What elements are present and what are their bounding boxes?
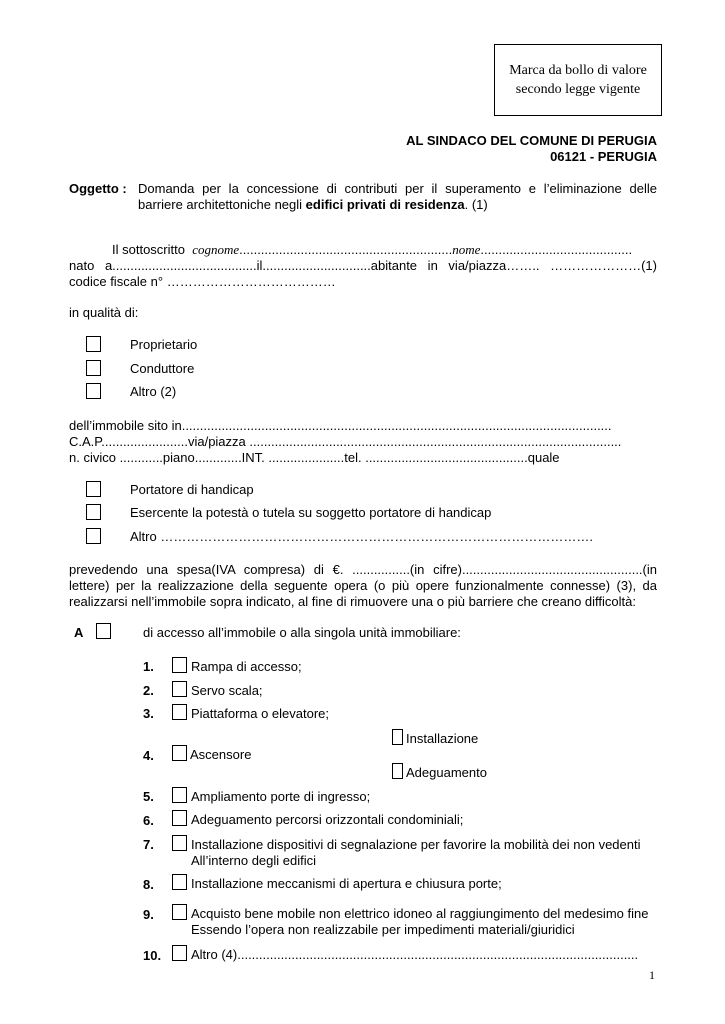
- checkbox-item-3[interactable]: [172, 704, 187, 720]
- checkbox-item-8[interactable]: [172, 874, 187, 890]
- item-9-text-2: Essendo l’opera non realizzabile per impedimenti materiali/giuridici: [191, 922, 575, 937]
- expense-line-2: lettere) per la realizzazione della seguente opera (o più opere funzionalmente connesse) (3), da: [69, 578, 657, 593]
- applicant-intro: Il sottoscritto: [112, 242, 185, 257]
- stamp-line-2: secondo legge vigente: [515, 82, 641, 97]
- subject-line-2-prefix: barriere architettoniche negli: [138, 197, 306, 212]
- checkbox-altro-handicap[interactable]: [86, 528, 101, 544]
- section-a-letter: A: [74, 625, 84, 640]
- recipient-line-1: AL SINDACO DEL COMUNE DI PERUGIA: [406, 133, 657, 148]
- item-9-number: 9.: [143, 907, 154, 922]
- page-number: 1: [649, 968, 655, 982]
- item-2-text: Servo scala;: [191, 683, 263, 698]
- checkbox-item-2[interactable]: [172, 681, 187, 697]
- option-portatore-handicap: Portatore di handicap: [130, 482, 254, 497]
- checkbox-item-6[interactable]: [172, 810, 187, 826]
- item-1-number: 1.: [143, 659, 154, 674]
- option-proprietario: Proprietario: [130, 337, 198, 352]
- expense-line-1[interactable]: prevedendo una spesa(IVA compresa) di €. ................(in cifre)..................................................(in: [69, 562, 657, 577]
- subject-line-2: [138, 197, 488, 213]
- option-altro-handicap: Altro ……………………………………………………………………………………….: [130, 529, 593, 544]
- item-9-text: Acquisto bene mobile non elettrico idoneo al raggiungimento del medesimo fine: [191, 906, 649, 921]
- checkbox-section-a[interactable]: [96, 623, 111, 639]
- item-8-number: 8.: [143, 877, 154, 892]
- subject-line-2-suffix: . (1): [464, 197, 488, 212]
- subject-line-2-bold: edifici privati di residenza: [305, 197, 465, 212]
- option-conduttore: Conduttore: [130, 361, 195, 376]
- revenue-stamp-box: [494, 44, 662, 116]
- cognome-field[interactable]: ...........................................................: [239, 242, 453, 257]
- checkbox-conduttore[interactable]: [86, 360, 101, 376]
- item-3-text: Piattaforma o elevatore;: [191, 706, 330, 721]
- ascensore-installazione-label: Installazione: [406, 731, 479, 746]
- checkbox-proprietario[interactable]: [86, 336, 101, 352]
- applicant-line-2[interactable]: nato a........................................il..............................abitante in via/piazza…….. …………………(1): [69, 258, 657, 273]
- item-10-number: 10.: [143, 948, 162, 963]
- property-line-3[interactable]: n. civico ............piano.............INT. .....................tel. .............................................quale: [69, 450, 560, 465]
- checkbox-item-9[interactable]: [172, 904, 187, 920]
- item-5-text: Ampliamento porte di ingresso;: [191, 789, 371, 804]
- item-7-text: Installazione dispositivi di segnalazione per favorire la mobilità dei non vedenti: [191, 837, 641, 852]
- item-4-number: 4.: [143, 748, 154, 763]
- checkbox-ascensore-adeguamento[interactable]: [392, 763, 403, 779]
- section-a-title: di accesso all’immobile o alla singola unità immobiliare:: [143, 625, 461, 640]
- expense-line-3: realizzarsi nell’immobile sopra indicato, al fine di rimuovere una o più barriere che creano difficoltà:: [69, 594, 636, 609]
- item-7-number: 7.: [143, 837, 154, 852]
- item-3-number: 3.: [143, 706, 154, 721]
- checkbox-esercente-potesta[interactable]: [86, 504, 101, 520]
- item-5-number: 5.: [143, 789, 154, 804]
- checkbox-portatore-handicap[interactable]: [86, 481, 101, 497]
- item-10-text[interactable]: Altro (4)...............................................................................................................: [191, 947, 639, 962]
- checkbox-item-7[interactable]: [172, 835, 187, 851]
- option-esercente-potesta: Esercente la potestà o tutela su soggetto portatore di handicap: [130, 505, 492, 520]
- checkbox-ascensore-installazione[interactable]: [392, 729, 403, 745]
- applicant-line-3[interactable]: codice fiscale n° …………………………………: [69, 274, 336, 289]
- option-altro: Altro (2): [130, 384, 177, 399]
- applicant-line-1: [112, 242, 657, 258]
- checkbox-item-4[interactable]: [172, 745, 187, 761]
- cognome-label: cognome: [192, 242, 240, 257]
- checkbox-altro[interactable]: [86, 383, 101, 399]
- checkbox-item-10[interactable]: [172, 945, 187, 961]
- property-line-2[interactable]: C.A.P........................via/piazza .......................................................................................................: [69, 434, 622, 449]
- ascensore-adeguamento-label: Adeguamento: [406, 765, 487, 780]
- item-4-text: Ascensore: [190, 747, 252, 762]
- item-6-number: 6.: [143, 813, 154, 828]
- checkbox-item-1[interactable]: [172, 657, 187, 673]
- item-2-number: 2.: [143, 683, 154, 698]
- stamp-line-1: Marca da bollo di valore: [509, 63, 647, 78]
- subject-line-1: Domanda per la concessione di contributi per il superamento e l’eliminazione delle: [138, 181, 657, 196]
- nome-field[interactable]: ..........................................: [480, 242, 633, 257]
- property-line-1[interactable]: dell’immobile sito in.......................................................................................................................: [69, 418, 612, 433]
- checkbox-item-5[interactable]: [172, 787, 187, 803]
- nome-label: nome: [452, 242, 481, 257]
- subject-label: Oggetto :: [69, 181, 127, 196]
- item-6-text: Adeguamento percorsi orizzontali condominiali;: [191, 812, 464, 827]
- item-7-text-2: All’interno degli edifici: [191, 853, 317, 868]
- recipient-line-2: 06121 - PERUGIA: [550, 149, 657, 164]
- item-8-text: Installazione meccanismi di apertura e chiusura porte;: [191, 876, 502, 891]
- item-1-text: Rampa di accesso;: [191, 659, 302, 674]
- capacity-label: in qualità di:: [69, 305, 139, 320]
